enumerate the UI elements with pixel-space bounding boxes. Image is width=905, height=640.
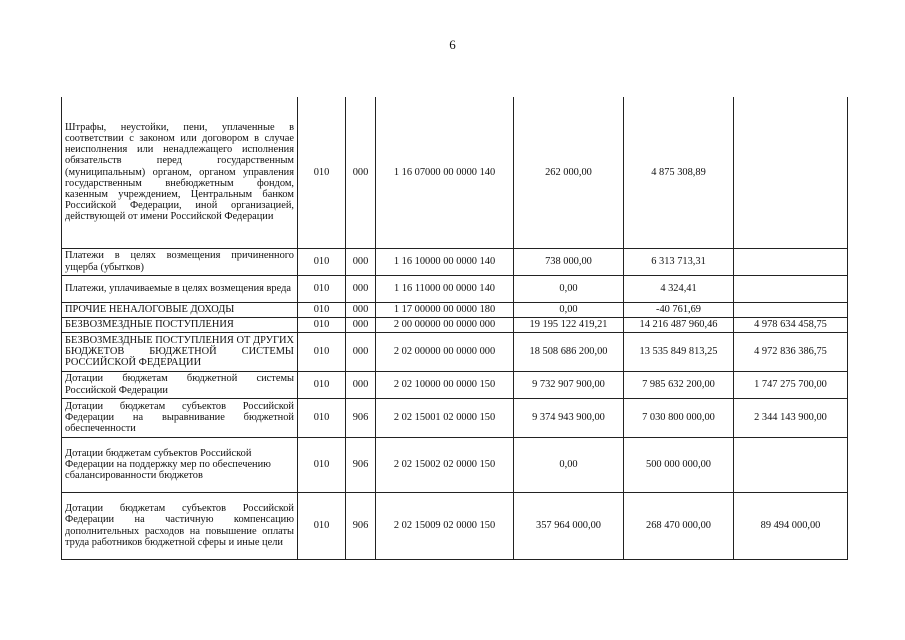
row-name: Дотации бюджетам субъектов Российской Федерации на поддержку мер по обеспечению сбалансированности бюджетов xyxy=(62,437,298,492)
row-value-1: 738 000,00 xyxy=(514,248,624,275)
row-kbk: 2 02 15009 02 0000 150 xyxy=(376,492,514,559)
row-code-admin: 010 xyxy=(298,398,346,437)
row-kbk: 1 16 07000 00 0000 140 xyxy=(376,97,514,248)
table-row xyxy=(62,248,848,275)
page-number: 6 xyxy=(449,37,456,52)
row-value-1: 0,00 xyxy=(514,302,624,317)
row-value-2: 7 030 800 000,00 xyxy=(624,398,734,437)
row-value-3: 4 978 634 458,75 xyxy=(734,317,848,332)
row-code-admin: 010 xyxy=(298,332,346,371)
row-code-type: 000 xyxy=(346,97,376,248)
row-code-type: 000 xyxy=(346,248,376,275)
table-row xyxy=(62,437,848,492)
row-value-2: 500 000 000,00 xyxy=(624,437,734,492)
row-value-3: 4 972 836 386,75 xyxy=(734,332,848,371)
row-value-1: 357 964 000,00 xyxy=(514,492,624,559)
row-value-3 xyxy=(734,437,848,492)
row-value-2: 6 313 713,31 xyxy=(624,248,734,275)
row-value-2: 4 875 308,89 xyxy=(624,97,734,248)
row-value-3 xyxy=(734,248,848,275)
row-code-admin: 010 xyxy=(298,275,346,302)
row-code-type: 906 xyxy=(346,492,376,559)
table-row xyxy=(62,371,848,398)
row-name: Платежи, уплачиваемые в целях возмещения вреда xyxy=(62,275,298,302)
row-code-admin: 010 xyxy=(298,371,346,398)
row-kbk: 1 17 00000 00 0000 180 xyxy=(376,302,514,317)
row-code-type: 000 xyxy=(346,302,376,317)
table-row xyxy=(62,332,848,371)
row-code-type: 906 xyxy=(346,437,376,492)
row-value-1: 19 195 122 419,21 xyxy=(514,317,624,332)
row-code-type: 000 xyxy=(346,275,376,302)
row-value-1: 9 732 907 900,00 xyxy=(514,371,624,398)
row-code-admin: 010 xyxy=(298,492,346,559)
row-value-1: 9 374 943 900,00 xyxy=(514,398,624,437)
row-name: Платежи в целях возмещения причиненного ущерба (убытков) xyxy=(62,248,298,275)
row-kbk: 2 02 00000 00 0000 000 xyxy=(376,332,514,371)
budget-table xyxy=(61,97,848,560)
row-value-2: 13 535 849 813,25 xyxy=(624,332,734,371)
row-kbk: 1 16 11000 00 0000 140 xyxy=(376,275,514,302)
row-kbk: 2 02 10000 00 0000 150 xyxy=(376,371,514,398)
row-value-3: 89 494 000,00 xyxy=(734,492,848,559)
row-code-admin: 010 xyxy=(298,97,346,248)
row-code-type: 906 xyxy=(346,398,376,437)
table-row xyxy=(62,275,848,302)
table-row xyxy=(62,398,848,437)
row-value-3 xyxy=(734,302,848,317)
row-kbk: 2 02 15001 02 0000 150 xyxy=(376,398,514,437)
row-value-2: 7 985 632 200,00 xyxy=(624,371,734,398)
row-kbk: 2 02 15002 02 0000 150 xyxy=(376,437,514,492)
row-name: БЕЗВОЗМЕЗДНЫЕ ПОСТУПЛЕНИЯ ОТ ДРУГИХ БЮДЖЕТОВ БЮДЖЕТНОЙ СИСТЕМЫ РОССИЙСКОЙ ФЕДЕРАЦИИ xyxy=(62,332,298,371)
row-value-1: 18 508 686 200,00 xyxy=(514,332,624,371)
row-value-1: 0,00 xyxy=(514,275,624,302)
row-value-2: 268 470 000,00 xyxy=(624,492,734,559)
row-code-admin: 010 xyxy=(298,437,346,492)
row-kbk: 2 00 00000 00 0000 000 xyxy=(376,317,514,332)
row-code-type: 000 xyxy=(346,317,376,332)
row-value-2: 14 216 487 960,46 xyxy=(624,317,734,332)
row-code-admin: 010 xyxy=(298,248,346,275)
row-value-1: 0,00 xyxy=(514,437,624,492)
row-value-2: 4 324,41 xyxy=(624,275,734,302)
row-name: БЕЗВОЗМЕЗДНЫЕ ПОСТУПЛЕНИЯ xyxy=(62,317,298,332)
row-name: Дотации бюджетам субъектов Российской Федерации на частичную компенсацию дополнительных расходов на повышение оплаты труда работников бюджетной сферы и иные цели xyxy=(62,492,298,559)
row-value-3: 2 344 143 900,00 xyxy=(734,398,848,437)
row-value-3 xyxy=(734,275,848,302)
table-row xyxy=(62,302,848,317)
row-value-3: 1 747 275 700,00 xyxy=(734,371,848,398)
row-name: Дотации бюджетам бюджетной системы Российской Федерации xyxy=(62,371,298,398)
row-code-type: 000 xyxy=(346,332,376,371)
row-kbk: 1 16 10000 00 0000 140 xyxy=(376,248,514,275)
row-code-admin: 010 xyxy=(298,317,346,332)
row-value-3 xyxy=(734,97,848,248)
row-name: Штрафы, неустойки, пени, уплаченные в соответствии с законом или договором в случае неисполнения или ненадлежащего исполнения обязательств перед государственным (муниципальным) органом, органом управления государственным внебюджетным фондом, казенным учреждением, Центральным банком Российской Федерации, иной организацией, действующей от имени Российской Федерации xyxy=(62,97,298,248)
row-value-1: 262 000,00 xyxy=(514,97,624,248)
table-row xyxy=(62,97,848,248)
row-value-2: -40 761,69 xyxy=(624,302,734,317)
table-row xyxy=(62,317,848,332)
row-name: Дотации бюджетам субъектов Российской Федерации на выравнивание бюджетной обеспеченности xyxy=(62,398,298,437)
row-code-type: 000 xyxy=(346,371,376,398)
row-name: ПРОЧИЕ НЕНАЛОГОВЫЕ ДОХОДЫ xyxy=(62,302,298,317)
table-row xyxy=(62,492,848,559)
row-code-admin: 010 xyxy=(298,302,346,317)
